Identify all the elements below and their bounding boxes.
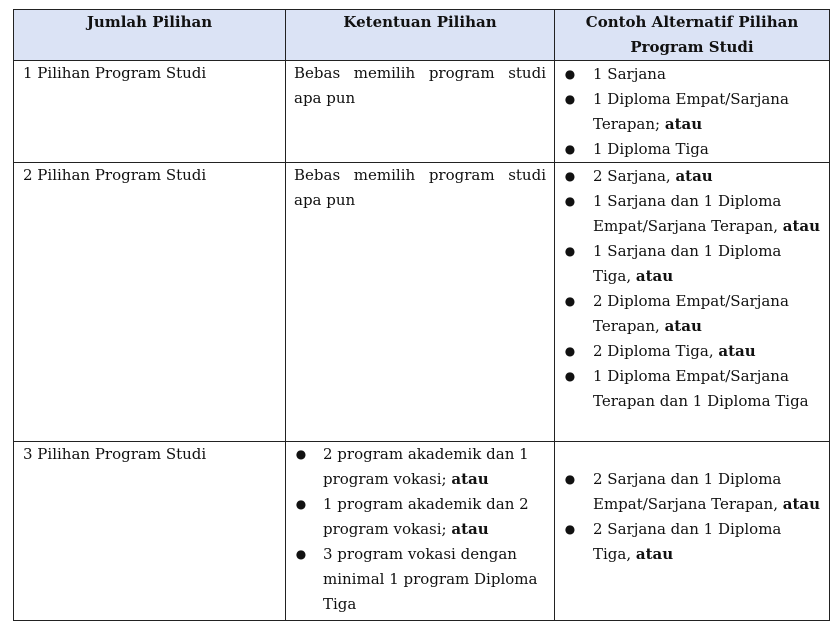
list-item-text: 1 Diploma Tiga <box>593 140 709 158</box>
list-item <box>563 517 821 567</box>
header-contoh-alternatif: Contoh Alternatif Pilihan Program Studi <box>555 10 830 61</box>
list-item-emphasis: atau <box>635 545 674 563</box>
bullet-icon: ● <box>564 194 576 208</box>
list-item-text: 3 program vokasi dengan minimal 1 program Diploma Tiga <box>323 545 538 613</box>
list-item-emphasis: atau <box>718 342 756 360</box>
bullet-icon: ● <box>564 472 576 486</box>
cell-jumlah: 1 Pilihan Program Studi <box>14 61 286 163</box>
bullet-icon: ● <box>295 497 307 511</box>
bullet-icon: ● <box>564 522 576 536</box>
list-item <box>563 339 821 364</box>
list-item-emphasis: atau <box>782 217 821 235</box>
table-row <box>14 442 830 621</box>
list-item-text: 1 Sarjana dan 1 Diploma Empat/Sarjana Terapan, <box>593 192 783 235</box>
table-row <box>14 61 830 163</box>
header-ketentuan-pilihan: Ketentuan Pilihan <box>286 10 555 61</box>
list-item-emphasis: atau <box>664 317 702 335</box>
list-item-text: 2 program akademik dan 1 program vokasi; <box>323 445 529 488</box>
bullet-icon: ● <box>564 244 576 258</box>
cell-contoh <box>555 61 830 163</box>
bullet-icon: ● <box>564 142 576 156</box>
table-row <box>14 163 830 442</box>
cell-jumlah: 3 Pilihan Program Studi <box>14 442 286 621</box>
list-item-emphasis: atau <box>675 167 713 185</box>
bullet-icon: ● <box>295 547 307 561</box>
cell-ketentuan <box>286 442 555 621</box>
list-item-text: 1 Diploma Empat/Sarjana Terapan; <box>593 90 789 133</box>
list-item-text: 2 Sarjana dan 1 Diploma Empat/Sarjana Terapan, <box>593 470 783 513</box>
list-item <box>563 467 821 517</box>
list-item-emphasis: atau <box>664 115 703 133</box>
bullet-icon: ● <box>295 447 307 461</box>
list-item-text: 2 Sarjana dan 1 Diploma Tiga, <box>593 520 782 563</box>
list-item <box>294 442 546 492</box>
list-item <box>563 239 821 289</box>
cell-contoh <box>555 442 830 621</box>
list-item <box>563 62 821 87</box>
cell-ketentuan: Bebas memilih program studi apa pun <box>286 61 555 163</box>
bullet-icon: ● <box>564 369 576 383</box>
list-item-emphasis: atau <box>451 520 489 538</box>
bullet-icon: ● <box>564 294 576 308</box>
list-item-text: 1 Sarjana dan 1 Diploma Tiga, <box>593 242 782 285</box>
cell-contoh <box>555 163 830 442</box>
program-choice-table <box>13 9 830 621</box>
list-item-emphasis: atau <box>635 267 674 285</box>
list-item <box>563 137 821 162</box>
list-item-text: 1 Diploma Empat/Sarjana Terapan dan 1 Diploma Tiga <box>593 367 809 410</box>
bullet-icon: ● <box>564 169 576 183</box>
cell-ketentuan: Bebas memilih program studi apa pun <box>286 163 555 442</box>
contoh-list <box>563 62 821 162</box>
list-item <box>563 289 821 339</box>
list-item-text: 1 program akademik dan 2 program vokasi; <box>323 495 529 538</box>
bullet-icon: ● <box>564 344 576 358</box>
list-item <box>563 87 821 137</box>
ketentuan-list <box>294 442 546 617</box>
list-item-text: 2 Sarjana, <box>593 167 676 185</box>
list-item-text: 2 Diploma Empat/Sarjana Terapan, <box>593 292 789 335</box>
list-item <box>294 542 546 617</box>
table-header-row <box>14 10 830 61</box>
list-item-emphasis: atau <box>451 470 489 488</box>
bullet-icon: ● <box>564 92 576 106</box>
list-item <box>563 364 821 414</box>
list-item <box>294 492 546 542</box>
contoh-list <box>563 164 821 414</box>
list-item <box>563 164 821 189</box>
list-item-emphasis: atau <box>782 495 821 513</box>
list-item-text: 2 Diploma Tiga, <box>593 342 719 360</box>
list-item <box>563 189 821 239</box>
cell-jumlah: 2 Pilihan Program Studi <box>14 163 286 442</box>
header-jumlah-pilihan: Jumlah Pilihan <box>14 10 286 61</box>
contoh-list <box>563 467 821 567</box>
list-item-text: 1 Sarjana <box>593 65 666 83</box>
bullet-icon: ● <box>564 67 576 81</box>
